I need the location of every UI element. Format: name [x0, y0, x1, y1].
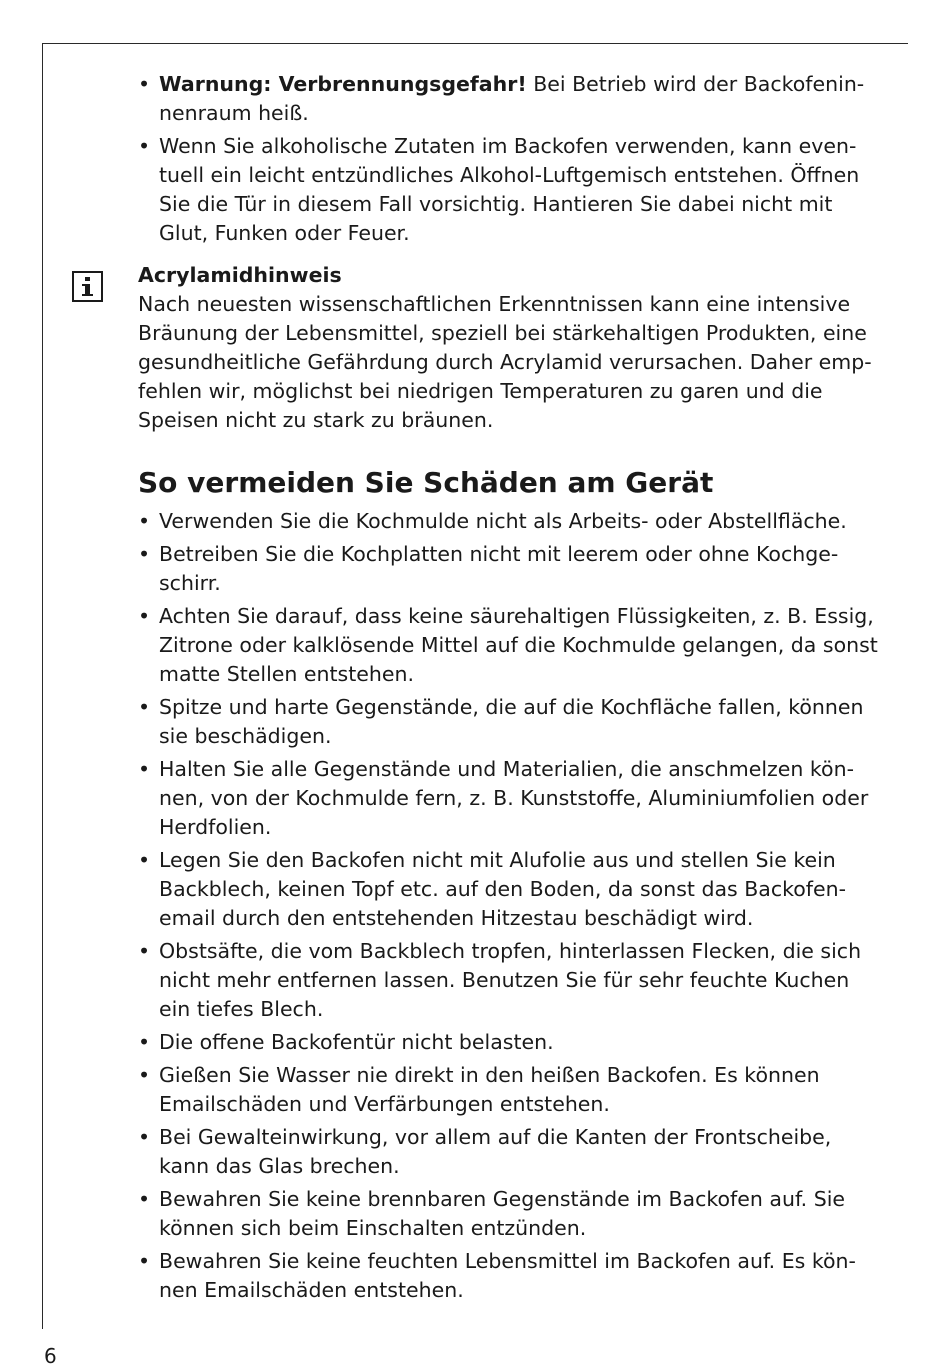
- list-item: • Verwenden Sie die Kochmulde nicht als Arbeits- oder Abstellfläche.: [138, 507, 883, 536]
- warning-text: Wenn Sie alkoholische Zutaten im Backofen verwenden, kann even-tuell ein leicht entzündliches Alkohol-Luftgemisch entstehen. Öffnen Sie die Tür in diesem Fall vorsichtig. Hantieren Sie dabei nicht mit Glut, Funken oder Feuer.: [159, 134, 860, 245]
- damage-prevention-list: [138, 507, 883, 1305]
- warning-item-alcohol: [138, 132, 883, 248]
- list-item: • Spitze und harte Gegenstände, die auf die Kochfläche fallen, können sie beschädigen.: [138, 693, 883, 751]
- warning-item-burn: [138, 70, 883, 128]
- warning-lead: Warnung: Verbrennungsgefahr!: [159, 72, 527, 96]
- list-item: • Bei Gewalteinwirkung, vor allem auf die Kanten der Frontscheibe, kann das Glas brechen.: [138, 1123, 883, 1181]
- list-item: • Halten Sie alle Gegenstände und Materialien, die anschmelzen kön-nen, von der Kochmulde fern, z. B. Kunststoffe, Aluminiumfolien oder Herdfolien.: [138, 755, 883, 842]
- list-item: • Bewahren Sie keine brennbaren Gegenstände im Backofen auf. Sie können sich beim Einschalten entzünden.: [138, 1185, 883, 1243]
- page-number: 6: [44, 1344, 57, 1368]
- acrylamide-notice: [138, 261, 883, 435]
- section-heading: So vermeiden Sie Schäden am Gerät: [138, 466, 714, 499]
- list-item: • Bewahren Sie keine feuchten Lebensmittel im Backofen auf. Es kön-nen Emailschäden entstehen.: [138, 1247, 883, 1305]
- notice-body: Nach neuesten wissenschaftlichen Erkenntnissen kann eine intensive Bräunung der Lebensmittel, speziell bei stärkehaltigen Produkten, eine gesundheitliche Gefährdung durch Acrylamid verursachen. Daher emp-fehlen wir, möglichst bei niedrigen Temperaturen zu garen und die Speisen nicht zu stark zu bräunen.: [138, 292, 872, 432]
- info-icon: [72, 271, 103, 302]
- list-item: • Gießen Sie Wasser nie direkt in den heißen Backofen. Es können Emailschäden und Verfärbungen entstehen.: [138, 1061, 883, 1119]
- notice-title: Acrylamidhinweis: [138, 263, 342, 287]
- list-item: • Obstsäfte, die vom Backblech tropfen, hinterlassen Flecken, die sich nicht mehr entfernen lassen. Benutzen Sie für sehr feuchte Kuchen ein tiefes Blech.: [138, 937, 883, 1024]
- list-item: • Die offene Backofentür nicht belasten.: [138, 1028, 883, 1057]
- page-content: [138, 70, 883, 1309]
- list-item: • Legen Sie den Backofen nicht mit Alufolie aus und stellen Sie kein Backblech, keinen Topf etc. auf den Boden, da sonst das Backofen-email durch den entstehenden Hitzestau beschädigt wird.: [138, 846, 883, 933]
- top-rule: [42, 43, 908, 44]
- warning-text: Bei Betrieb wird der Backofenin-nenraum heiß.: [159, 72, 865, 125]
- list-item: • Achten Sie darauf, dass keine säurehaltigen Flüssigkeiten, z. B. Essig, Zitrone oder kalklösende Mittel auf die Kochmulde gelangen, da sonst matte Stellen entstehen.: [138, 602, 883, 689]
- list-item: • Betreiben Sie die Kochplatten nicht mit leerem oder ohne Kochge-schirr.: [138, 540, 883, 598]
- side-rule: [42, 43, 43, 1329]
- warning-list: [138, 70, 883, 248]
